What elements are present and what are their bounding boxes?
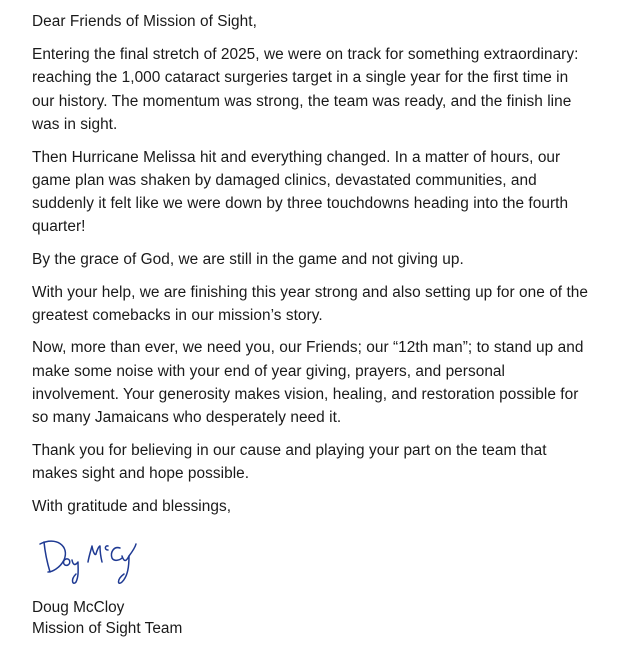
signer-team: Mission of Sight Team — [32, 620, 183, 637]
letter-paragraph-3: By the grace of God, we are still in the game and not giving up. — [32, 250, 464, 268]
signature-block — [32, 597, 182, 639]
signer-name: Doug McCloy — [32, 599, 125, 616]
letter-paragraph-6: Thank you for believing in our cause and playing your part on the team that makes sight and hope possible. — [32, 441, 547, 482]
letter-paragraph-2: Then Hurricane Melissa hit and everything changed. In a matter of hours, our game plan was shaken by damaged clinics, devastated communities, and suddenly it felt like we were down by three touchdowns heading into the fourth quarter! — [32, 148, 569, 236]
letter-greeting: Dear Friends of Mission of Sight, — [32, 13, 257, 30]
letter-paragraph-5: Now, more than ever, we need you, our Friends; our “12th man”; to stand up and make some noise with your end of year giving, prayers, and personal involvement. Your generosity makes vision, healing, and restoration possible for so many Jamaicans who desperately need it. — [32, 339, 584, 427]
handwritten-signature — [36, 532, 146, 592]
letter-body — [32, 10, 592, 527]
letter-paragraph-4: With your help, we are finishing this year strong and also setting up for one of the greatest comebacks in our mission’s story. — [32, 283, 589, 324]
letter-closing: With gratitude and blessings, — [32, 497, 232, 515]
letter-paragraph-1: Entering the final stretch of 2025, we were on track for something extraordinary: reaching the 1,000 cataract surgeries target in a single year for the first time in our history. The momentum was strong, the team was ready, and the finish line was in sight. — [32, 46, 579, 133]
